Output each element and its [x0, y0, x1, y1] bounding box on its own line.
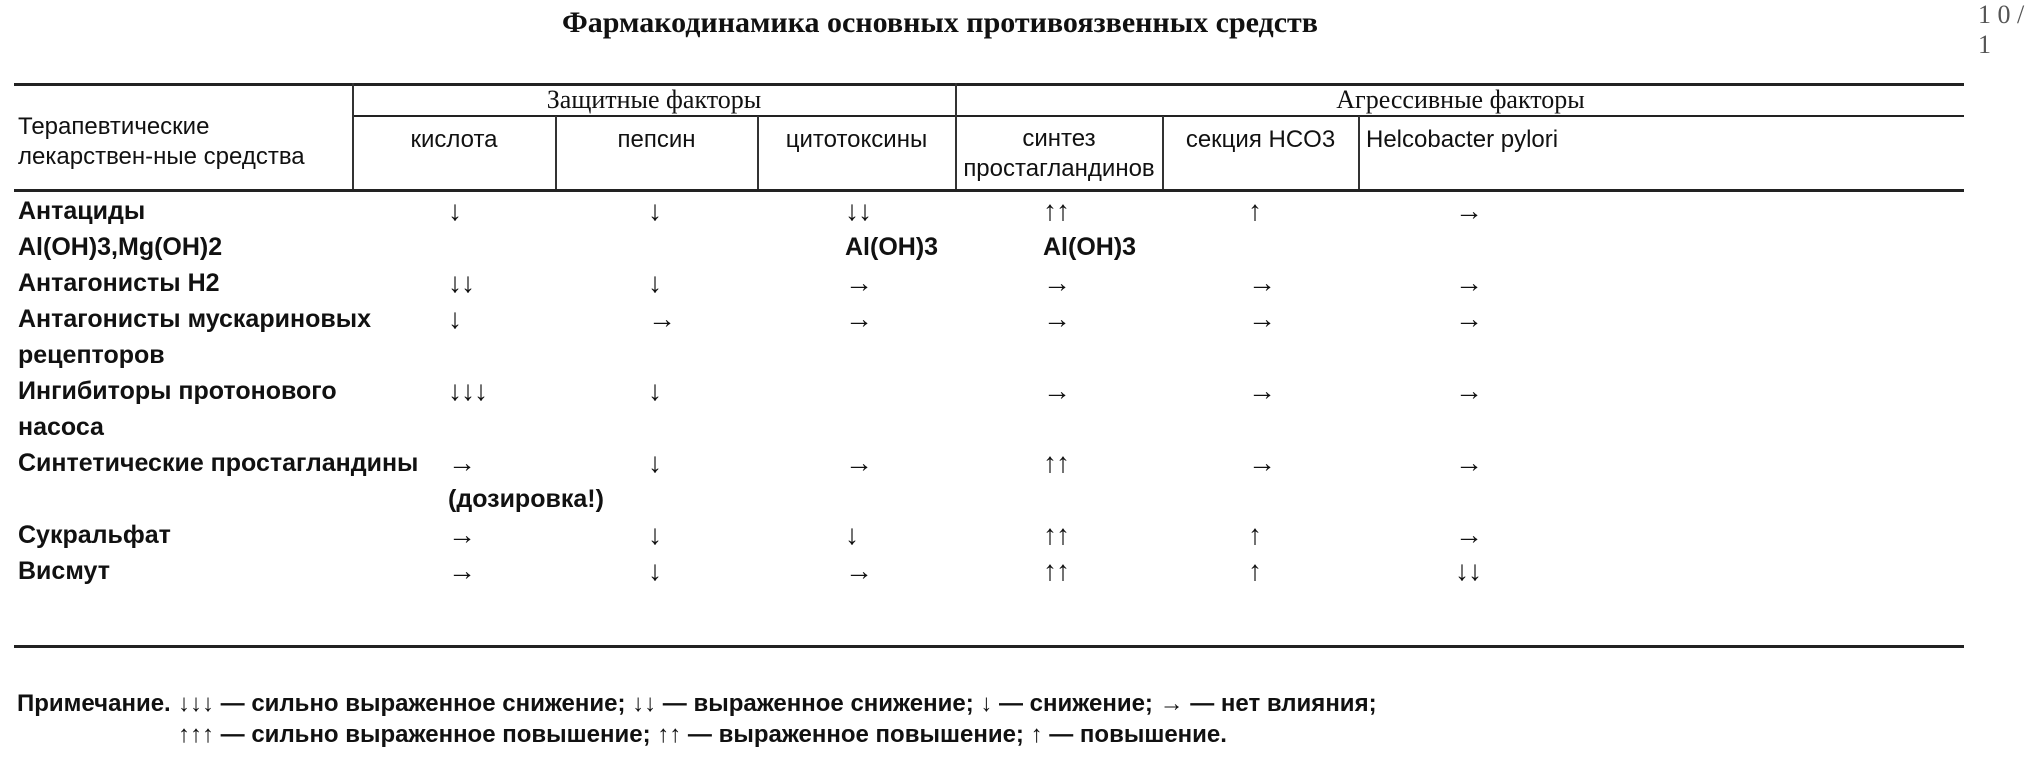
row-label: Антациды	[18, 197, 146, 225]
table-cell: →	[1455, 303, 1482, 334]
table-cell: →	[448, 519, 475, 550]
table-cell: →	[1455, 267, 1482, 298]
column-header: кислота	[410, 126, 498, 153]
row-header: Терапевтические лекарствен-ные средства	[18, 113, 305, 170]
table-cell: ↓	[648, 555, 661, 586]
page-title: Фармакодинамика основных противоязвенных средств	[562, 6, 1318, 39]
table-cell: ↑	[1248, 519, 1261, 550]
column-header: цитотоксины	[785, 126, 928, 153]
table-cell: ↓	[648, 519, 661, 550]
column-header: пепсин	[617, 126, 696, 153]
table-cell: ↓	[845, 519, 858, 550]
table-cell: ↓↓↓	[448, 375, 487, 406]
table-cell: →	[1248, 267, 1275, 298]
table-cell: ↓↓	[448, 267, 474, 298]
table-cell: →	[648, 303, 675, 334]
table-cell: Al(OH)3	[1043, 233, 1137, 261]
group-protective: Защитные факторы	[546, 85, 762, 114]
row-label: рецепторов	[18, 341, 165, 369]
table-cell: ↑	[1248, 555, 1261, 586]
row-label: Синтетические простагландины	[18, 449, 419, 477]
column-header: Helcobacter pylori	[1366, 126, 1559, 153]
column-header: секция HCO3	[1185, 126, 1336, 153]
table-cell: ↑↑	[1043, 519, 1069, 550]
table-cell: →	[1455, 375, 1482, 406]
table-cell: →	[1248, 375, 1275, 406]
table-cell: →	[1248, 303, 1275, 334]
page-mark: 1 0 / 1	[1978, 0, 2025, 59]
group-underline	[352, 115, 1964, 117]
table-cell: ↑↑	[1043, 555, 1069, 586]
row-label: Ингибиторы протонового	[18, 377, 337, 405]
table-cell: →	[1455, 519, 1482, 550]
table-cell: ↓	[648, 195, 661, 226]
table-cell: ↑↑	[1043, 195, 1069, 226]
table-cell: ↓↓	[1455, 555, 1481, 586]
table-cell: →	[845, 555, 872, 586]
table-cell: →	[1043, 267, 1070, 298]
row-label: Al(OH)3,Mg(OH)2	[18, 233, 223, 261]
table-cell: →	[448, 447, 475, 478]
table-cell: →	[1455, 447, 1482, 478]
table-cell: ↓	[448, 195, 461, 226]
table-cell: ↑	[1248, 195, 1261, 226]
row-label: Антагонисты мускариновых	[18, 305, 371, 333]
row-label: Сукральфат	[18, 521, 171, 549]
note-line-1: ↓↓↓ — сильно выраженное снижение; ↓↓ — выраженное снижение; ↓ — снижение; → — нет влияния;	[178, 690, 1377, 717]
row-label: Антагонисты H2	[18, 269, 220, 297]
table-cell: →	[1248, 447, 1275, 478]
table-cell: →	[448, 555, 475, 586]
row-label: Висмут	[18, 557, 110, 585]
table-cell: →	[845, 447, 872, 478]
table-cell: ↓	[648, 447, 661, 478]
table-cell: →	[1455, 195, 1482, 226]
table-cell: ↓	[448, 303, 461, 334]
table-cell: ↓	[648, 267, 661, 298]
column-header: синтез простагландинов	[963, 125, 1155, 182]
table-cell: (дозировка!)	[448, 485, 604, 513]
table-cell: →	[845, 303, 872, 334]
table-cell: ↓	[648, 375, 661, 406]
table-cell: →	[845, 267, 872, 298]
table-cell: →	[1043, 375, 1070, 406]
table-cell: ↑↑	[1043, 447, 1069, 478]
note-line-2: ↑↑↑ — сильно выраженное повышение; ↑↑ — выраженное повышение; ↑ — повышение.	[178, 721, 1227, 748]
note-label: Примечание.	[17, 690, 171, 717]
table-cell: Al(OH)3	[845, 233, 939, 261]
table-cell: ↓↓	[845, 195, 871, 226]
row-label: насоса	[18, 413, 104, 441]
group-aggressive: Агрессивные факторы	[1336, 85, 1585, 114]
table-bottom-rule	[14, 645, 1964, 648]
header-bottom-rule	[14, 189, 1964, 192]
table-cell: →	[1043, 303, 1070, 334]
